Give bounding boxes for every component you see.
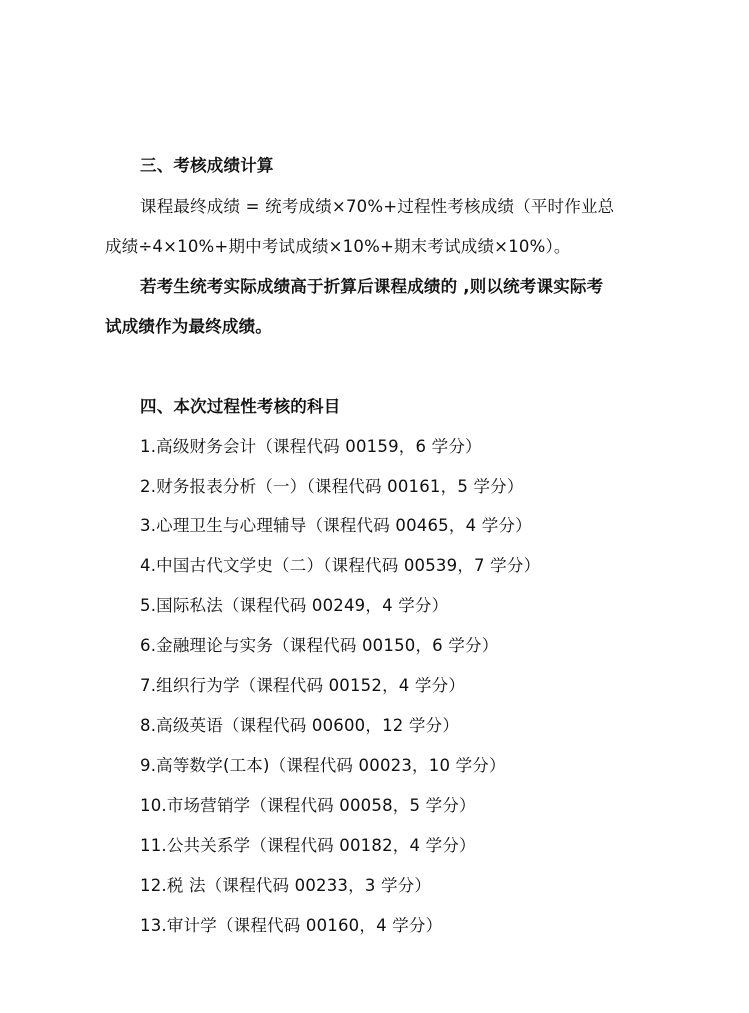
note-line-2: 试成绩作为最终成绩。 — [105, 317, 272, 336]
section-4-heading: 四、本次过程性考核的科目 — [140, 397, 341, 416]
subject-item: 7.组织行为学（课程代码 00152，4 学分） — [140, 676, 466, 695]
subject-item: 12.税 法（课程代码 00233，3 学分） — [140, 876, 432, 895]
subject-item: 5.国际私法（课程代码 00249，4 学分） — [140, 596, 449, 615]
formula-line-2: 成绩÷4×10%+期中考试成绩×10%+期末考试成绩×10%）。 — [105, 237, 571, 256]
subject-item: 13.审计学（课程代码 00160，4 学分） — [140, 916, 443, 935]
subject-item: 6.金融理论与实务（课程代码 00150，6 学分） — [140, 636, 499, 655]
subject-item: 8.高级英语（课程代码 00600，12 学分） — [140, 716, 460, 735]
subject-item: 10.市场营销学（课程代码 00058，5 学分） — [140, 796, 476, 815]
subject-item: 9.高等数学(工本)（课程代码 00023，10 学分） — [140, 756, 506, 775]
note-line-1: 若考生统考实际成绩高于折算后课程成绩的 ,则以统考课实际考 — [140, 277, 604, 296]
subject-item: 2.财务报表分析（一）（课程代码 00161，5 学分） — [140, 477, 524, 496]
formula-line-1: 课程最终成绩 = 统考成绩×70%+过程性考核成绩（平时作业总 — [140, 197, 615, 216]
subject-item: 11.公共关系学（课程代码 00182，4 学分） — [140, 836, 476, 855]
subject-item: 3.心理卫生与心理辅导（课程代码 00465，4 学分） — [140, 516, 532, 535]
subject-item: 4.中国古代文学史（二）（课程代码 00539，7 学分） — [140, 556, 541, 575]
section-3-heading: 三、考核成绩计算 — [140, 156, 274, 175]
subject-item: 1.高级财务会计（课程代码 00159，6 学分） — [140, 437, 482, 456]
